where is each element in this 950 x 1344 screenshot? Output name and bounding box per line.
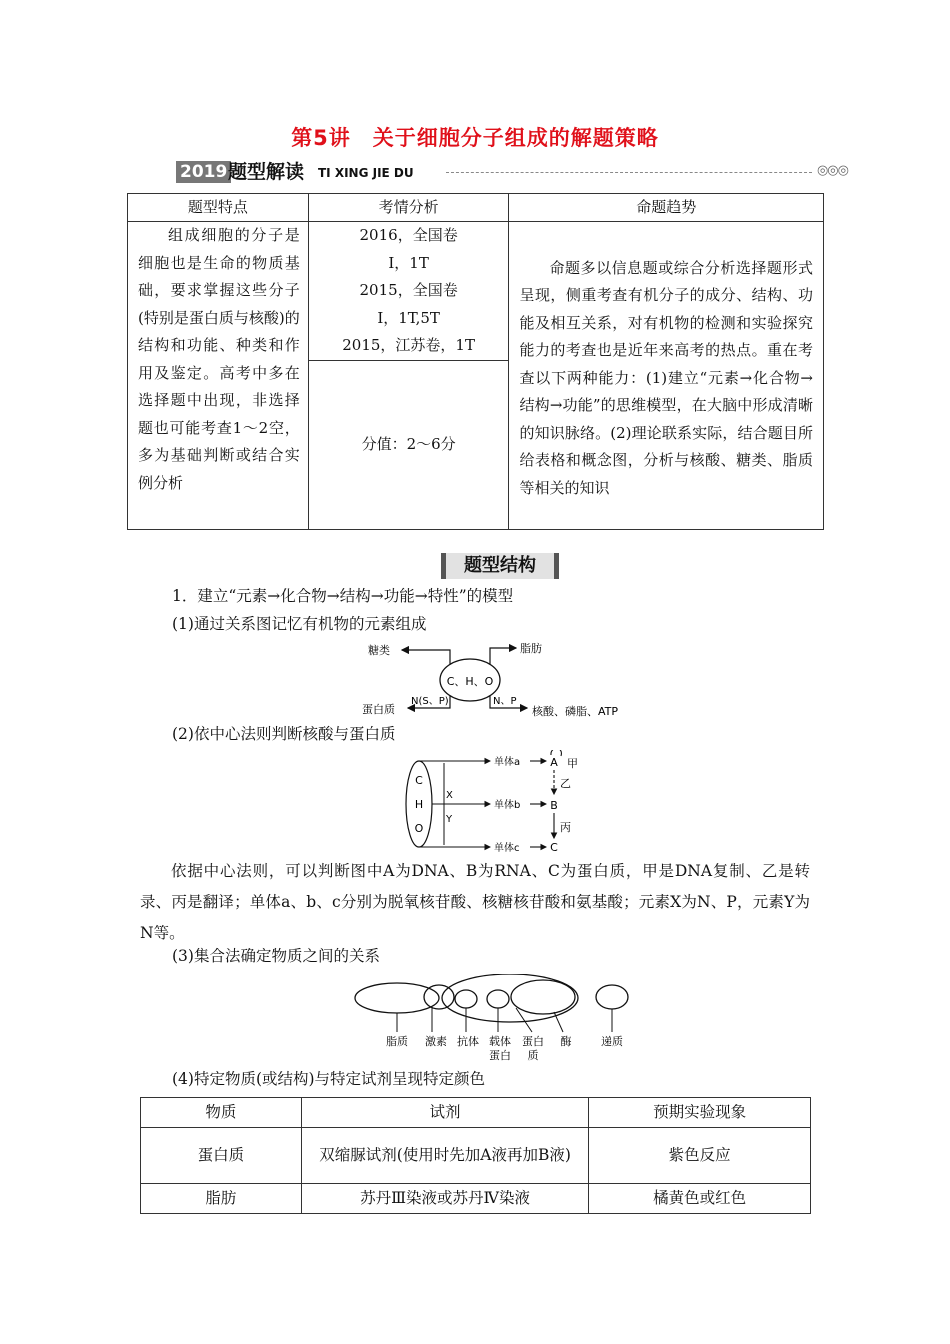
phenomenon-cell: 橘黄色或红色 — [589, 1184, 811, 1214]
elem-x: X — [446, 790, 453, 801]
reagent-cell: 苏丹Ⅲ染液或苏丹Ⅳ染液 — [301, 1184, 589, 1214]
hormone-label: 激素 — [425, 1035, 447, 1048]
arrow-sugar — [402, 650, 450, 664]
structure-label: 题型结构 — [441, 553, 559, 579]
label-bing: 丙 — [560, 821, 571, 834]
page-title: 第5讲 关于细胞分子组成的解题策略 — [291, 126, 659, 150]
banner-divider — [446, 172, 812, 173]
banner-pinyin: TI XING JIE DU — [318, 166, 414, 180]
reagent-table — [140, 1097, 811, 1214]
header-reagent: 试剂 — [301, 1098, 589, 1128]
analysis-line: 2015，全国卷 — [359, 281, 458, 299]
nsp-label: N(S、P) — [411, 696, 449, 707]
monomer-c: 单体c — [494, 843, 520, 854]
node-a: A — [550, 756, 558, 769]
substance-cell: 脂肪 — [141, 1184, 302, 1214]
center-label: C、H、O — [446, 675, 494, 688]
features-cell: 组成细胞的分子是细胞也是生命的物质基础，要求掌握这些分子(特别是蛋白质与核酸)的结构和功能、种类和作用及鉴定。高考中多在选择题中出现，非选择题也可能考查1～2空，多为基础判断或结合实例分析 — [128, 222, 309, 530]
lipid-label: 脂质 — [386, 1035, 408, 1048]
analysis-line: Ⅰ，1T — [388, 253, 429, 272]
subheading-2: (2)依中心法则判断核酸与蛋白质 — [172, 725, 396, 743]
header-analysis: 考情分析 — [308, 194, 509, 222]
transmitter-label: 递质 — [601, 1035, 623, 1048]
analysis-table — [127, 193, 824, 530]
analysis-cell — [308, 222, 509, 361]
elem-o: O — [414, 822, 424, 835]
point-1: 1．建立“元素→化合物→结构→功能→特性”的模型 — [172, 587, 514, 605]
transmitter-set — [596, 985, 628, 1009]
monomer-b: 单体b — [494, 800, 521, 811]
lipid-set — [355, 983, 439, 1013]
banner-label: 题型解读 — [228, 161, 305, 183]
header-phenomenon: 预期实验现象 — [589, 1098, 811, 1128]
dogma-paragraph: 依据中心法则，可以判断图中A为DNA、B为RNA、C为蛋白质，甲是DNA复制、乙是转录、丙是翻译；单体a、b、c分别为脱氧核苷酸、核糖核苷酸和氨基酸；元素X为N、P，元素Y为N等。 — [140, 862, 810, 942]
monomer-a: 单体a — [494, 757, 521, 768]
label-yi: 乙 — [560, 777, 571, 790]
protein-label: 蛋白质 — [362, 703, 395, 716]
carrier-label: 载体 — [489, 1035, 511, 1048]
phenomenon-cell: 紫色反应 — [589, 1128, 811, 1184]
analysis-line: 2016，全国卷 — [359, 226, 458, 244]
elem-c: C — [415, 774, 423, 787]
antibody-set — [455, 990, 477, 1008]
reagent-cell: 双缩脲试剂(使用时先加A液再加B液) — [301, 1128, 589, 1184]
subheading-1: (1)通过关系图记忆有机物的元素组成 — [172, 615, 427, 633]
protein-label-2: 质 — [527, 1049, 539, 1062]
np-label: N、P — [493, 696, 517, 707]
arrow-fat — [490, 648, 516, 664]
node-c: C — [550, 841, 558, 854]
header-substance: 物质 — [141, 1098, 302, 1128]
substance-cell: 蛋白质 — [141, 1128, 302, 1184]
sugar-label: 糖类 — [368, 644, 390, 657]
trend-cell: 命题多以信息题或综合分析选择题形式呈现，侧重考查有机分子的成分、结构、功能及相互关系，对有机物的检测和实验探究能力的考查也是近年来高考的热点。重在考查以下两种能力：(1)建立“元素→化合物→结构→功能”的思维模型，在大脑中形成清晰的知识脉络。(2)理论联系实际，结合题目所给表格和概念图，分析与核酸、糖类、脂质等相关的知识 — [509, 222, 824, 530]
carrier-set — [487, 990, 509, 1008]
subheading-4: (4)特定物质(或结构)与特定试剂呈现特定颜色 — [172, 1070, 486, 1088]
fat-label: 脂肪 — [520, 642, 542, 655]
enzyme-label: 酶 — [560, 1035, 572, 1048]
nucleic-label: 核酸、磷脂、ATP — [532, 705, 619, 718]
table-row — [141, 1184, 811, 1214]
set-diagram — [350, 974, 650, 1064]
elem-y: Y — [446, 814, 453, 825]
analysis-line: 2015，江苏卷，1T — [342, 336, 475, 354]
header-features: 题型特点 — [128, 194, 309, 222]
elements-diagram — [350, 638, 640, 722]
analysis-line: Ⅰ，1T,5T — [377, 308, 440, 327]
table-row — [141, 1128, 811, 1184]
node-b: B — [550, 799, 558, 812]
header-trend: 命题趋势 — [509, 194, 824, 222]
banner-dots-icon: ◎◎◎ — [816, 163, 848, 178]
label-jia: 甲 — [567, 757, 578, 770]
score-cell: 分值：2～6分 — [308, 360, 509, 529]
enzyme-set — [511, 980, 575, 1014]
elem-h: H — [414, 798, 424, 811]
protein-label: 蛋白 — [522, 1035, 544, 1048]
carrier-label-2: 蛋白 — [489, 1049, 511, 1062]
subheading-3: (3)集合法确定物质之间的关系 — [172, 947, 380, 965]
banner-year: 2019 — [176, 161, 231, 183]
central-dogma-diagram — [400, 750, 600, 858]
antibody-label: 抗体 — [457, 1035, 479, 1048]
section-banner — [176, 160, 848, 184]
